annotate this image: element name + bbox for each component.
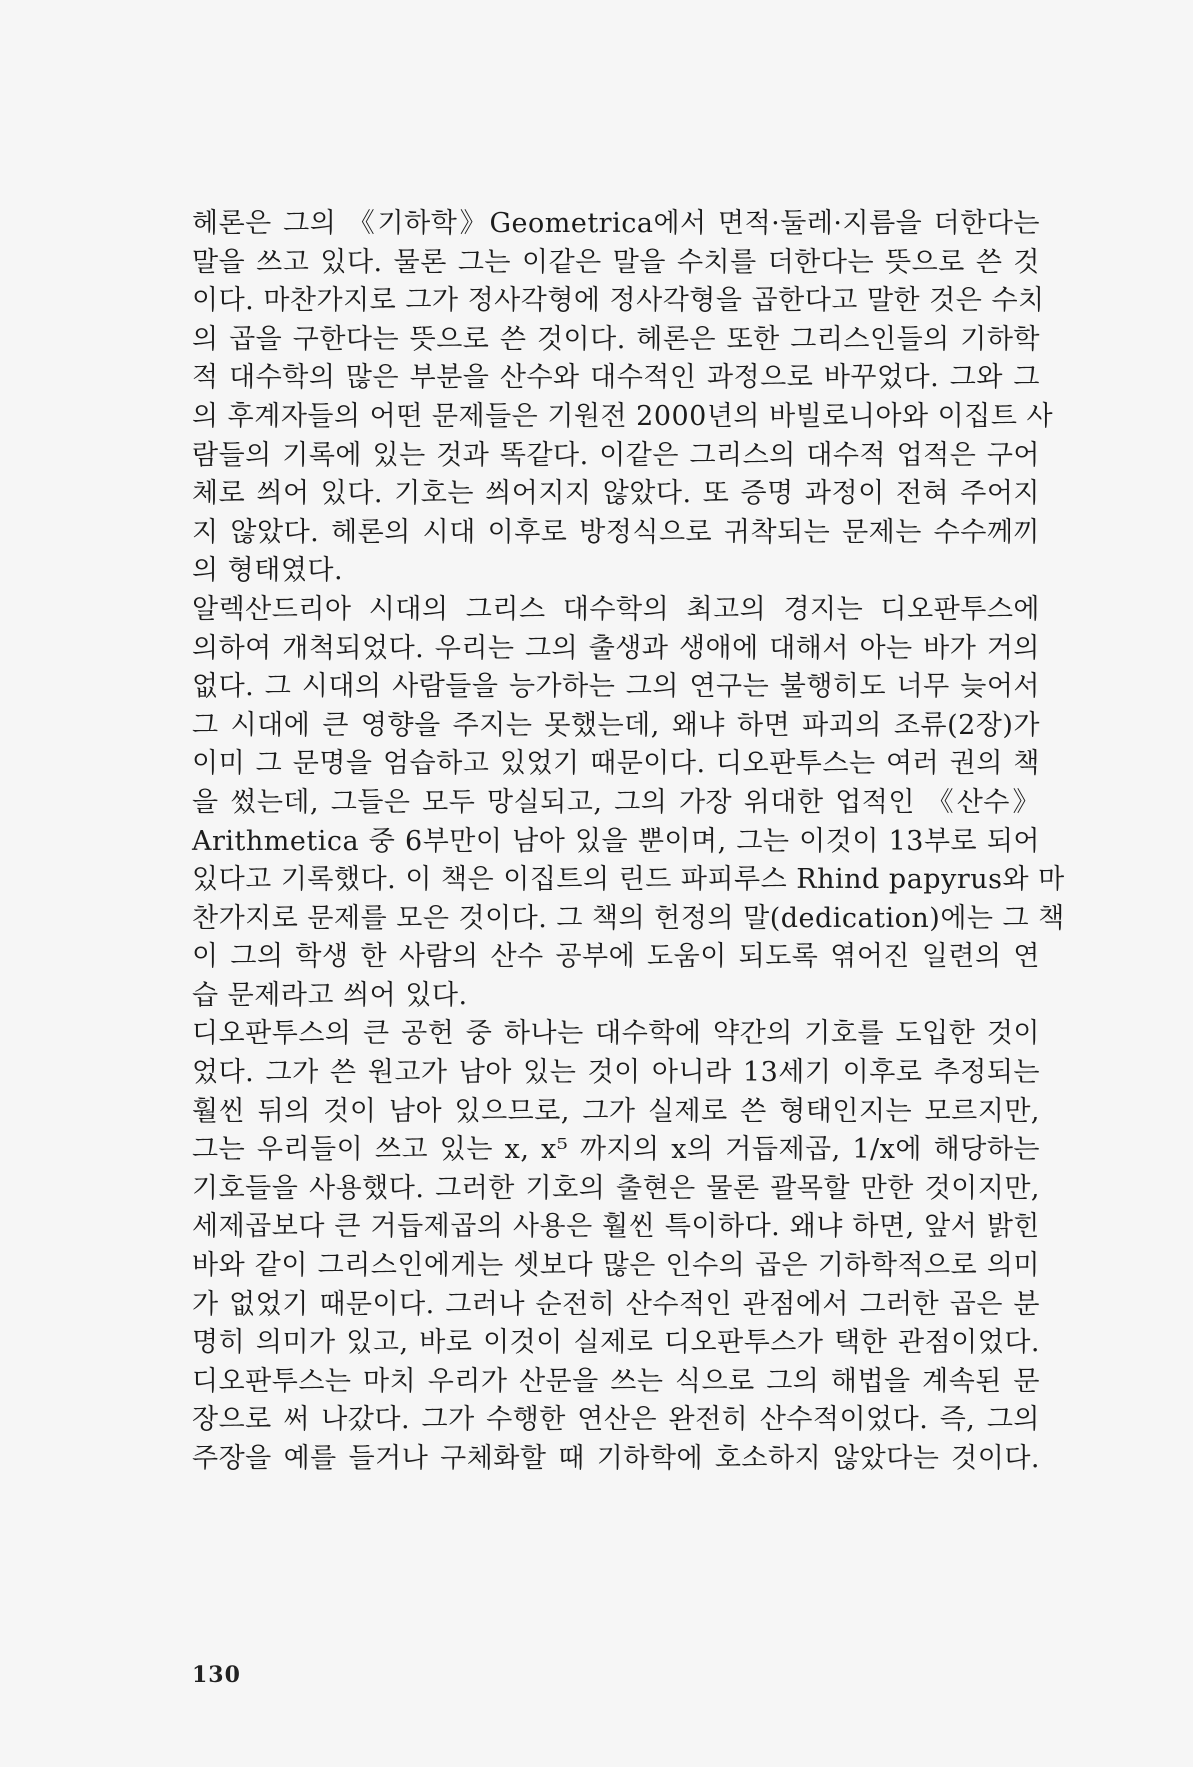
text-line: Arithmetica 중 6부만이 남아 있을 뿐이며, 그는 이것이 13부로 되어	[192, 825, 1040, 857]
text-line: 적 대수학의 많은 부분을 산수와 대수적인 과정으로 바꾸었다. 그와 그	[192, 362, 1040, 394]
page-body	[192, 205, 1065, 1479]
text-line: 가 없었기 때문이다. 그러나 순전히 산수적인 관점에서 그러한 곱은 분	[192, 1288, 1040, 1320]
text-line: 있다고 기록했다. 이 책은 이집트의 린드 파피루스 Rhind papyrus와 마	[192, 864, 1065, 896]
text-line: 찬가지로 문제를 모은 것이다. 그 책의 헌정의 말(dedication)에는 그 책	[192, 902, 1065, 934]
text-line: 그는 우리들이 쓰고 있는 x, x⁵ 까지의 x의 거듭제곱, 1/x에 해당하는	[192, 1134, 1040, 1166]
text-line: 이미 그 문명을 엄습하고 있었기 때문이다. 디오판투스는 여러 권의 책	[192, 748, 1040, 780]
page-number: 130	[192, 1662, 241, 1688]
text-line: 었다. 그가 쓴 원고가 남아 있는 것이 아니라 13세기 이후로 추정되는	[192, 1057, 1040, 1089]
paragraph-diophantus-prose	[192, 1363, 1040, 1479]
paragraph-heron	[192, 205, 1054, 591]
text-line: 훨씬 뒤의 것이 남아 있으므로, 그가 실제로 쓴 형태인지는 모르지만,	[192, 1095, 1040, 1127]
text-line: 의 곱을 구한다는 뜻으로 쓴 것이다. 헤론은 또한 그리스인들의 기하학	[192, 323, 1040, 355]
text-line: 주장을 예를 들거나 구체화할 때 기하학에 호소하지 않았다는 것이다.	[192, 1443, 1040, 1474]
text-line: 바와 같이 그리스인에게는 셋보다 많은 인수의 곱은 기하학적으로 의미	[192, 1250, 1040, 1282]
text-line: 기호들을 사용했다. 그러한 기호의 출현은 물론 괄목할 만한 것이지만,	[192, 1172, 1040, 1204]
text-line: 디오판투스의 큰 공헌 중 하나는 대수학에 약간의 기호를 도입한 것이	[192, 1018, 1040, 1050]
text-line: 그 시대에 큰 영향을 주지는 못했는데, 왜냐 하면 파괴의 조류(2장)가	[192, 709, 1040, 741]
text-line: 습 문제라고 씌어 있다.	[192, 979, 468, 1011]
text-line: 장으로 써 나갔다. 그가 수행한 연산은 완전히 산수적이었다. 즉, 그의	[192, 1404, 1040, 1436]
text-line: 의 형태였다.	[192, 555, 344, 587]
text-line: 람들의 기록에 있는 것과 똑같다. 이같은 그리스의 대수적 업적은 구어	[192, 439, 1040, 471]
text-line: 헤론은 그의 《기하학》Geometrica에서 면적·둘레·지름을 더한다는	[192, 208, 1040, 239]
text-line: 알렉산드리아 시대의 그리스 대수학의 최고의 경지는 디오판투스에	[192, 593, 1040, 625]
text-line: 의하여 개척되었다. 우리는 그의 출생과 생애에 대해서 아는 바가 거의	[192, 632, 1040, 664]
paragraph-diophantus-intro	[192, 591, 1065, 1016]
text-line: 세제곱보다 큰 거듭제곱의 사용은 훨씬 특이하다. 왜냐 하면, 앞서 밝힌	[192, 1211, 1040, 1243]
paragraph-diophantus-symbols	[192, 1015, 1040, 1362]
text-line: 없다. 그 시대의 사람들을 능가하는 그의 연구는 불행히도 너무 늦어서	[192, 671, 1040, 703]
text-line: 디오판투스는 마치 우리가 산문을 쓰는 식으로 그의 해법을 계속된 문	[192, 1365, 1040, 1397]
text-line: 을 썼는데, 그들은 모두 망실되고, 그의 가장 위대한 업적인 《산수》	[192, 786, 1040, 818]
text-line: 이 그의 학생 한 사람의 산수 공부에 도움이 되도록 엮어진 일련의 연	[192, 941, 1040, 973]
text-line: 체로 씌어 있다. 기호는 씌어지지 않았다. 또 증명 과정이 전혀 주어지	[192, 478, 1040, 510]
text-line: 의 후계자들의 어떤 문제들은 기원전 2000년의 바빌로니아와 이집트 사	[192, 400, 1054, 432]
text-line: 이다. 마찬가지로 그가 정사각형에 정사각형을 곱한다고 말한 것은 수치	[192, 285, 1045, 317]
text-line: 지 않았다. 헤론의 시대 이후로 방정식으로 귀착되는 문제는 수수께끼	[192, 516, 1040, 548]
text-line: 말을 쓰고 있다. 물론 그는 이같은 말을 수치를 더한다는 뜻으로 쓴 것	[192, 246, 1040, 278]
text-line: 명히 의미가 있고, 바로 이것이 실제로 디오판투스가 택한 관점이었다.	[192, 1327, 1040, 1359]
